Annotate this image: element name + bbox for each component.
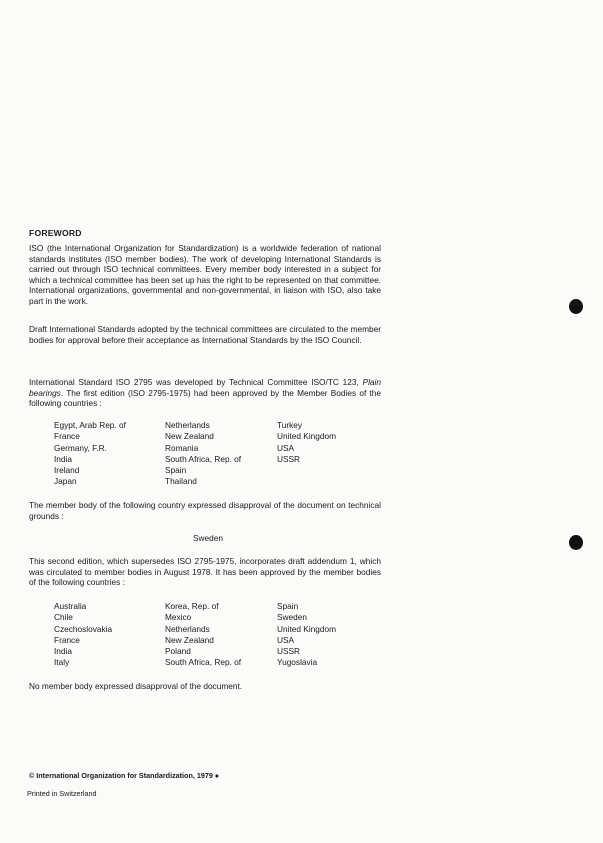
country-cell: Czechoslovakia <box>54 623 113 634</box>
approval-row-2 <box>54 657 336 668</box>
punch-hole-mark <box>569 535 583 550</box>
paragraph-disapproval: The member body of the following country expressed disapproval of the document on technical grounds : <box>29 500 381 521</box>
country-cell: Germany, F.R. <box>54 442 107 453</box>
country-cell: Yugoslavia <box>277 657 318 668</box>
foreword-heading: FOREWORD <box>29 228 82 238</box>
p3-text-after: . The first edition (ISO 2795-1975) had been approved by the Member Bodies of the following countries : <box>29 387 381 409</box>
paragraph-draft-standards: Draft International Standards adopted by the technical committees are circulated to the member bodies for approval before their acceptance as International Standards by the ISO Council. <box>29 324 381 345</box>
approval-row-2 <box>54 601 336 612</box>
copyright-line: © International Organization for Standardization, 1979 ● <box>29 771 220 780</box>
country-cell: USSR <box>277 646 301 657</box>
country-cell: South Africa, Rep. of <box>165 657 242 668</box>
country-cell: Egypt, Arab Rep. of <box>54 420 126 430</box>
country-cell: Netherlands <box>165 623 210 634</box>
approval-row-2 <box>54 635 336 646</box>
p3-text-before: International Standard ISO 2795 was developed by Technical Committee ISO/TC 123, <box>29 377 363 387</box>
country-cell: Ireland <box>54 465 80 476</box>
country-cell: India <box>54 646 72 657</box>
paragraph-no-disapproval: No member body expressed disapproval of the document. <box>29 681 243 691</box>
paragraph-development <box>29 377 381 409</box>
approval-row-1 <box>54 454 336 465</box>
punch-hole-mark <box>569 299 583 314</box>
country-cell: Japan <box>54 476 77 487</box>
country-cell: USSR <box>277 453 301 464</box>
country-cell: Romania <box>165 442 199 453</box>
approval-row-2 <box>54 624 336 635</box>
country-cell: USA <box>277 634 295 645</box>
approval-row-2 <box>54 612 336 623</box>
country-cell <box>277 465 336 476</box>
country-cell: Spain <box>165 465 187 476</box>
country-cell: Korea, Rep. of <box>165 601 219 611</box>
country-cell: France <box>54 431 80 442</box>
country-cell: France <box>54 634 80 645</box>
country-cell: India <box>54 453 72 464</box>
country-cell: Italy <box>54 657 70 668</box>
country-cell: United Kingdom <box>277 623 337 634</box>
country-cell: New Zealand <box>165 634 214 645</box>
country-cell: Turkey <box>277 420 303 430</box>
approval-row-1 <box>54 476 336 487</box>
country-cell: South Africa, Rep. of <box>165 453 242 464</box>
second-edition-countries-table <box>54 601 336 669</box>
country-cell: Netherlands <box>165 420 210 430</box>
paragraph-iso-intro: ISO (the International Organization for Standardization) is a worldwide federation of national standards institutes (ISO member bodies). The work of developing International Standards is carried out through ISO technical committees. Every member body interested in a subject for which a technical committee has been set up has the right to be represented on that committee. International organizations, governmental and non-governmental, in liaison with ISO, also take part in the work. <box>29 243 381 306</box>
country-cell: USA <box>277 442 295 453</box>
p3-title-italic: Plain bearings <box>29 377 381 398</box>
approval-row-1 <box>54 465 336 476</box>
country-cell: Poland <box>165 646 191 657</box>
country-cell: United Kingdom <box>277 431 337 442</box>
paragraph-second-edition: This second edition, which supersedes ISO 2795-1975, incorporates draft addendum 1, which was circulated to member bodies in August 1978. It has been approved by the member bodies of the following countries : <box>29 556 381 588</box>
country-cell: Sweden <box>277 612 307 623</box>
country-cell: Spain <box>277 601 299 611</box>
approval-row-1 <box>54 431 336 442</box>
country-cell: New Zealand <box>165 431 214 442</box>
approval-row-2 <box>54 646 336 657</box>
country-cell: Thailand <box>165 476 197 487</box>
approval-row-1 <box>54 443 336 454</box>
disapproval-country: Sweden <box>193 533 223 543</box>
country-cell: Australia <box>54 601 87 611</box>
approval-row-1 <box>54 420 336 431</box>
country-cell <box>277 476 336 487</box>
country-cell: Chile <box>54 612 73 623</box>
printed-line: Printed in Switzerland <box>27 789 97 798</box>
first-edition-countries-table <box>54 420 336 488</box>
country-cell: Mexico <box>165 612 192 623</box>
